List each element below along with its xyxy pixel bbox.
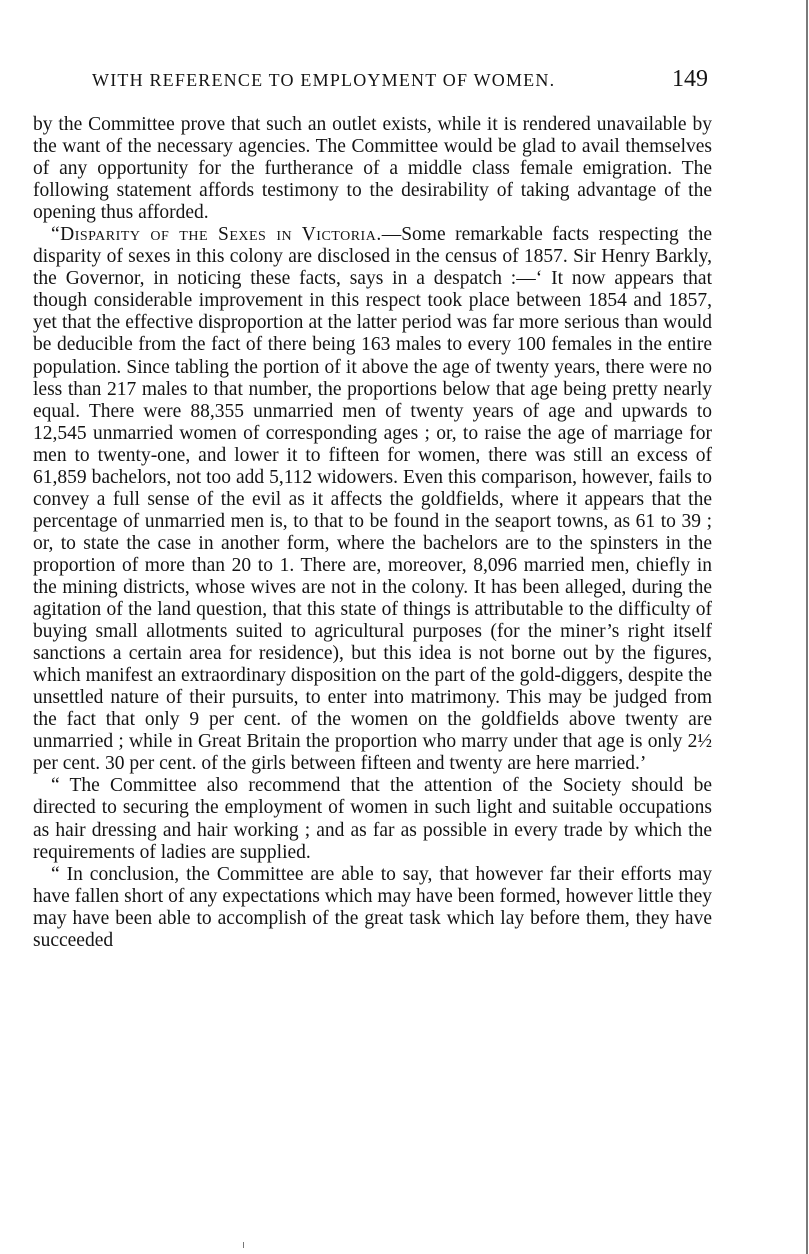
running-head: WITH REFERENCE TO EMPLOYMENT OF WOMEN.: [92, 70, 556, 90]
body-text: [33, 114, 712, 952]
section-heading-disparity: “Disparity of the Sexes in Victoria.: [51, 224, 382, 246]
page-header: [86, 66, 710, 96]
print-mark: [243, 1242, 244, 1248]
page-edge-line: [806, 0, 808, 1254]
paragraph-disparity-of-sexes: [33, 224, 712, 775]
page-number: 149: [672, 66, 708, 92]
paragraph-committee-outlet: by the Committee prove that such an outlet exists, while it is rendered unavailable by the want of the necessary agencies. The Committee would be glad to avail themselves of any opportunity for the furtherance of a middle class female emigration. The following statement affords testimony to the desirability of taking advantage of the opening thus afforded.: [33, 114, 712, 224]
paragraph-disparity-text: —Some remarkable facts respecting the disparity of sexes in this colony are disclosed in the census of 1857. Sir Henry Barkly, the Governor, in noticing these facts, says in a despatch :—‘ It now appears that though considerable improvement in this respect took place between 1854 and 1857, yet that the effective disproportion at the latter period was far more serious than would be deducible from the fact of there being 163 males to every 100 females in the entire population. Since tabling the portion of it above the age of twenty years, there were no less than 217 males to that number, the proportions below that age being pretty nearly equal. There were 88,355 unmarried men of twenty years of age and upwards to 12,545 unmarried women of corresponding ages ; or, to raise the age of marriage for men to twenty-one, and lower it to fifteen for women, there was still an excess of 61,859 bachelors, not too add 5,112 widowers. Even this comparison, however, fails to convey a full sense of the evil as it affects the goldfields, where it appears that the percentage of unmarried men is, to that to be found in the seaport towns, as 61 to 39 ; or, to state the case in another form, where the bachelors are to the spinsters in the proportion of more than 20 to 1. There are, moreover, 8,096 married men, chiefly in the mining districts, whose wives are not in the colony. It has been alleged, during the agitation of the land question, that this state of things is attributable to the difficulty of buying small allotments suited to agricultural purposes (for the miner’s right itself sanctions a certain area for residence), but this idea is not borne out by the figures, which manifest an extraordinary disposition on the part of the gold-diggers, despite the unsettled nature of their pursuits, to enter into matrimony. This may be judged from the fact that only 9 per cent. of the women on the goldfields above twenty are unmarried ; while in Great Britain the proportion who marry under that age is only 2½ per cent. 30 per cent. of the girls between fifteen and twenty are here married.’: [33, 224, 712, 775]
paragraph-conclusion: “ In conclusion, the Committee are able to say, that however far their efforts may have fallen short of any expectations which may have been formed, however little they may have been able to accomplish of the great task which lay before them, they have succeeded: [33, 863, 712, 951]
paragraph-committee-recommend: “ The Committee also recommend that the attention of the Society should be directed to securing the employment of women in such light and suitable occupations as hair dressing and hair working ; and as far as possible in every trade by which the requirements of ladies are supplied.: [33, 775, 712, 863]
